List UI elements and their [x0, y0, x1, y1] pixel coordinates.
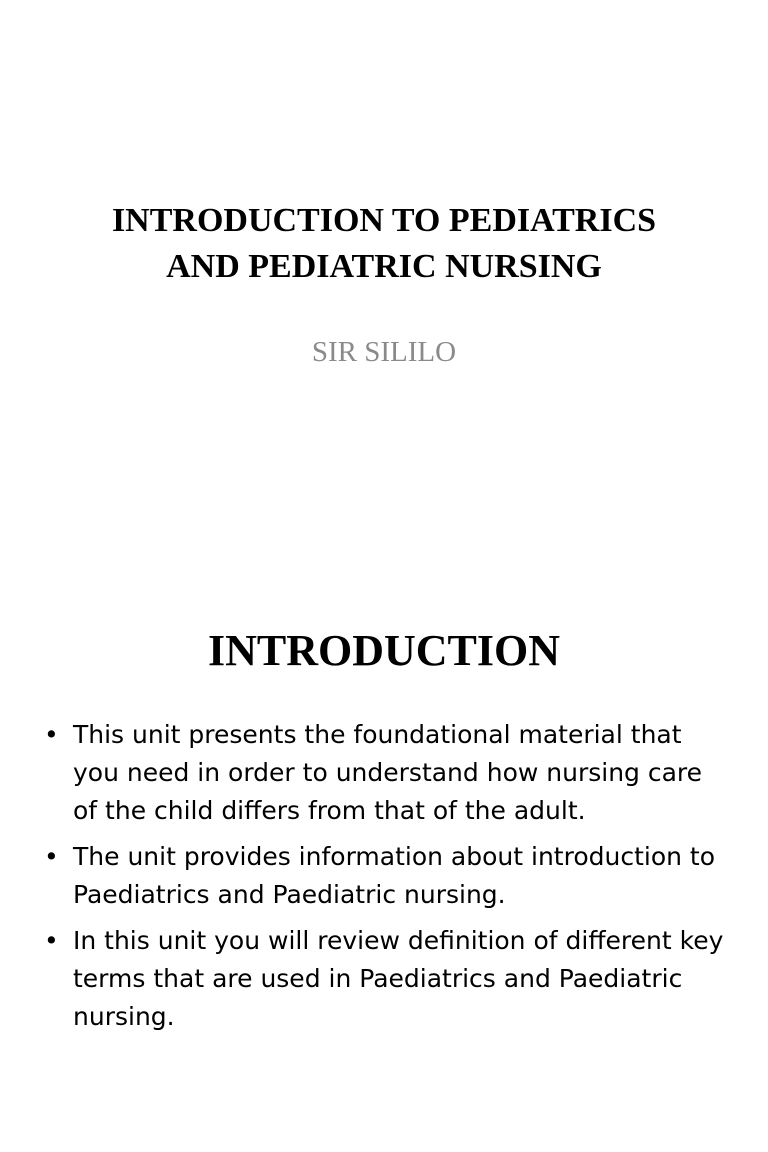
title-line: AND PEDIATRIC NURSING	[166, 248, 602, 285]
slide-heading: INTRODUCTION	[207, 626, 561, 675]
slide-title	[0, 198, 768, 290]
bullet-icon: •	[44, 720, 59, 749]
bullet-text: In this unit you will review definition of different key terms that are used in Paediatrics and Paediatric nursing.	[73, 926, 724, 1031]
bullet-list	[44, 716, 734, 1044]
bullet-text: This unit presents the foundational material that you need in order to understand how nursing care of the child differs from that of the adult.	[73, 720, 703, 825]
bullet-item	[44, 716, 734, 830]
bullet-icon: •	[44, 926, 59, 955]
bullet-text: The unit provides information about introduction to Paediatrics and Paediatric nursing.	[73, 842, 716, 909]
slide-subtitle: SIR SILILO	[311, 336, 457, 368]
bullet-item	[44, 838, 734, 914]
bullet-item	[44, 922, 734, 1036]
bullet-icon: •	[44, 842, 59, 871]
title-line: INTRODUCTION TO PEDIATRICS	[111, 202, 657, 239]
content-slide	[0, 576, 768, 1152]
